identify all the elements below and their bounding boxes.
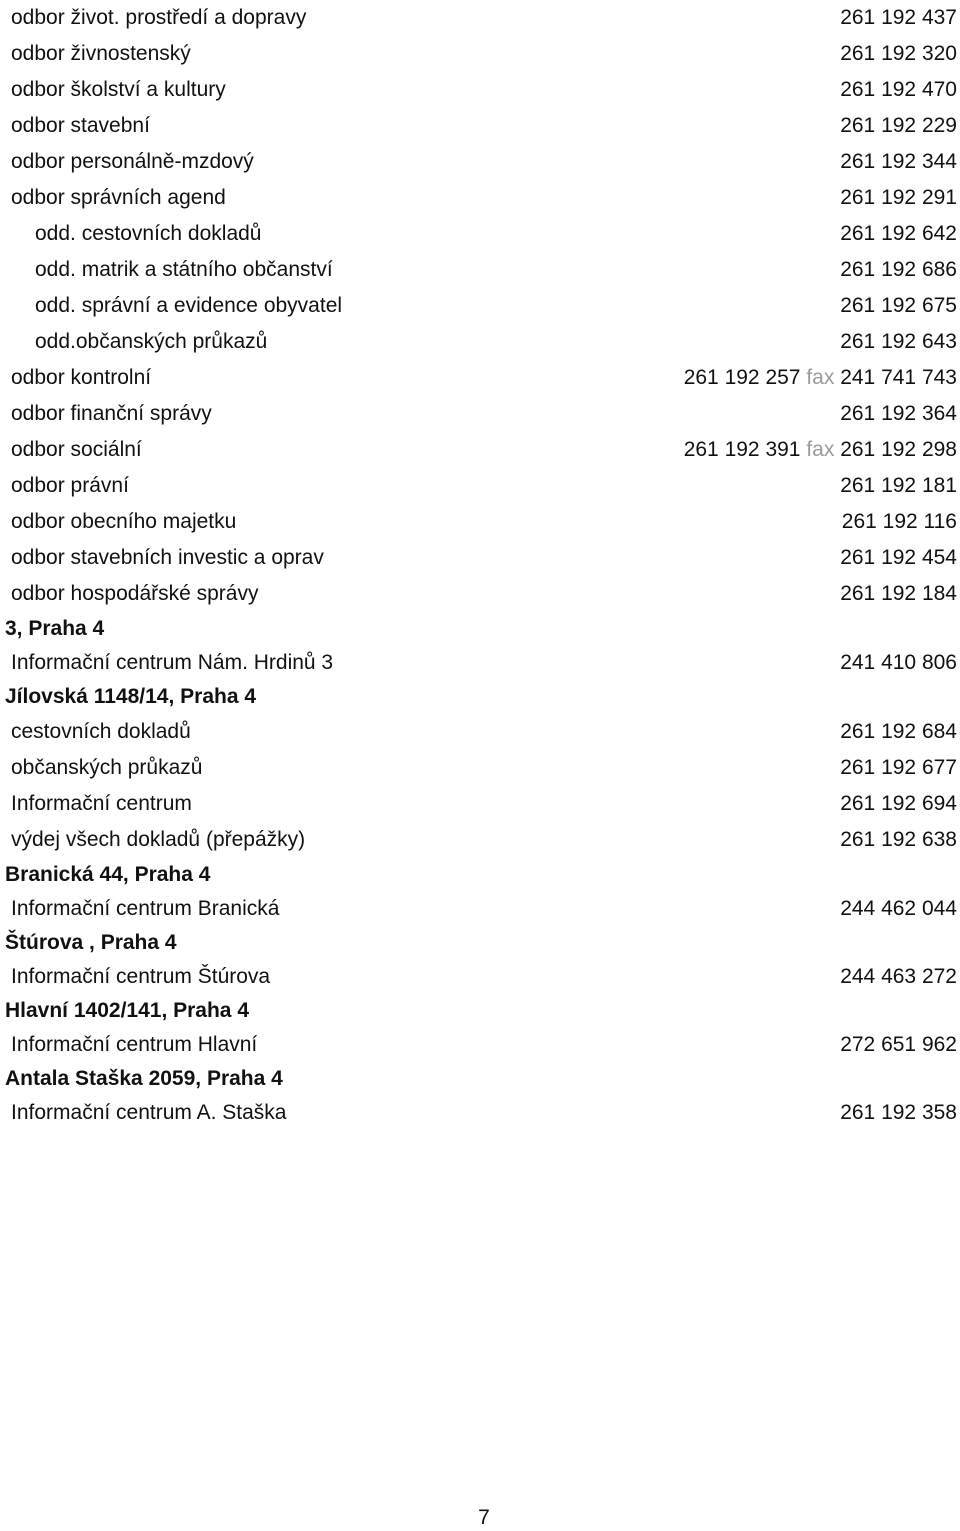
department-name: odbor sociální	[11, 438, 142, 461]
directory-row	[0, 432, 960, 468]
phone-number: 261 192 642	[840, 222, 957, 245]
department-name: odbor školství a kultury	[11, 78, 226, 101]
fax-label: fax	[806, 438, 835, 461]
phone-number: 241 410 806	[840, 651, 957, 674]
department-name: odbor kontrolní	[11, 366, 152, 389]
phone-number: 261 192 116	[841, 510, 957, 533]
directory-row	[0, 144, 960, 180]
phone-number: 261 192 470	[840, 78, 957, 101]
department-name: odbor stavební	[11, 114, 150, 137]
phone-number: 261 192 181	[840, 474, 957, 497]
department-name: odd. správní a evidence obyvatel	[35, 294, 343, 317]
department-name: odd.občanských průkazů	[35, 330, 268, 353]
department-name: odd. matrik a státního občanství	[35, 258, 333, 281]
phone-number: 261 192 686	[840, 258, 957, 281]
directory-row-sub	[0, 324, 960, 360]
phone-number: 261 192 454	[840, 546, 957, 569]
directory-row	[0, 960, 960, 994]
fax-number: 261 192 298	[840, 438, 957, 461]
department-name: odbor stavebních investic a oprav	[11, 546, 324, 569]
phone-number: 261 192 320	[840, 42, 957, 65]
directory-row	[0, 822, 960, 858]
directory-row	[0, 504, 960, 540]
phone-number: 261 192 344	[840, 150, 957, 173]
fax-number: 241 741 743	[840, 366, 957, 389]
address-heading: Branická 44, Praha 4	[5, 863, 211, 886]
department-name: odbor hospodářské správy	[11, 582, 259, 605]
phone-number: 261 192 638	[840, 828, 957, 851]
department-name: odbor živnostenský	[11, 42, 191, 65]
directory-row-sub	[0, 288, 960, 324]
phone-number: 261 192 291	[840, 186, 957, 209]
directory-row	[0, 576, 960, 612]
directory-row	[0, 1028, 960, 1062]
office-name: cestovních dokladů	[11, 720, 191, 743]
directory-row	[0, 540, 960, 576]
department-name: odbor finanční správy	[11, 402, 212, 425]
directory-row	[0, 36, 960, 72]
directory-row-sub	[0, 216, 960, 252]
department-name: odbor personálně-mzdový	[11, 150, 254, 173]
directory-row	[0, 892, 960, 926]
directory-row	[0, 750, 960, 786]
directory-row	[0, 396, 960, 432]
directory-row	[0, 714, 960, 750]
phone-number: 261 192 257 fax 241 741 743	[683, 366, 957, 389]
address-heading: Jílovská 1148/14, Praha 4	[5, 685, 257, 708]
phone-number: 261 192 358	[840, 1101, 957, 1124]
phone-number: 261 192 675	[840, 294, 957, 317]
phone-number: 261 192 437	[840, 6, 957, 29]
phone-number: 261 192 684	[840, 720, 957, 743]
address-heading: Štúrova , Praha 4	[5, 931, 177, 954]
phone-number: 261 192 229	[840, 114, 957, 137]
directory-row	[0, 786, 960, 822]
phone-number: 261 192 391 fax 261 192 298	[683, 438, 957, 461]
office-name: Informační centrum A. Staška	[11, 1101, 287, 1124]
phone-number: 261 192 184	[840, 582, 957, 605]
directory-row	[0, 180, 960, 216]
office-name: výdej všech dokladů (přepážky)	[11, 828, 306, 851]
phone-number: 261 192 694	[840, 792, 957, 815]
directory-row	[0, 0, 960, 36]
department-name: odbor správních agend	[11, 186, 226, 209]
phone-number: 244 463 272	[840, 965, 957, 988]
office-name: Informační centrum Hlavní	[11, 1033, 258, 1056]
office-name: Informační centrum	[11, 792, 192, 815]
phone-number: 261 192 677	[840, 756, 957, 779]
department-name: odbor obecního majetku	[11, 510, 237, 533]
department-name: odbor právní	[11, 474, 129, 497]
office-name: Informační centrum Branická	[11, 897, 280, 920]
phone-number: 261 192 364	[840, 402, 957, 425]
office-name: občanských průkazů	[11, 756, 203, 779]
directory-row	[0, 646, 960, 680]
department-name: odd. cestovních dokladů	[35, 222, 262, 245]
directory-row	[0, 1096, 960, 1130]
address-heading: Hlavní 1402/141, Praha 4	[5, 999, 249, 1022]
office-name: Informační centrum Nám. Hrdinů 3	[11, 651, 334, 674]
directory-row	[0, 108, 960, 144]
directory-row	[0, 72, 960, 108]
office-name: Informační centrum Štúrova	[11, 965, 271, 988]
phone-number: 272 651 962	[840, 1033, 957, 1056]
phone-number: 261 192 643	[840, 330, 957, 353]
page-number: 7	[478, 1506, 490, 1529]
address-heading: Antala Staška 2059, Praha 4	[5, 1067, 283, 1090]
directory-row	[0, 360, 960, 396]
directory-row-sub	[0, 252, 960, 288]
directory-row	[0, 468, 960, 504]
fax-label: fax	[806, 366, 835, 389]
department-name: odbor život. prostředí a dopravy	[11, 6, 307, 29]
phone-number: 244 462 044	[840, 897, 957, 920]
address-heading: 3, Praha 4	[5, 617, 105, 640]
